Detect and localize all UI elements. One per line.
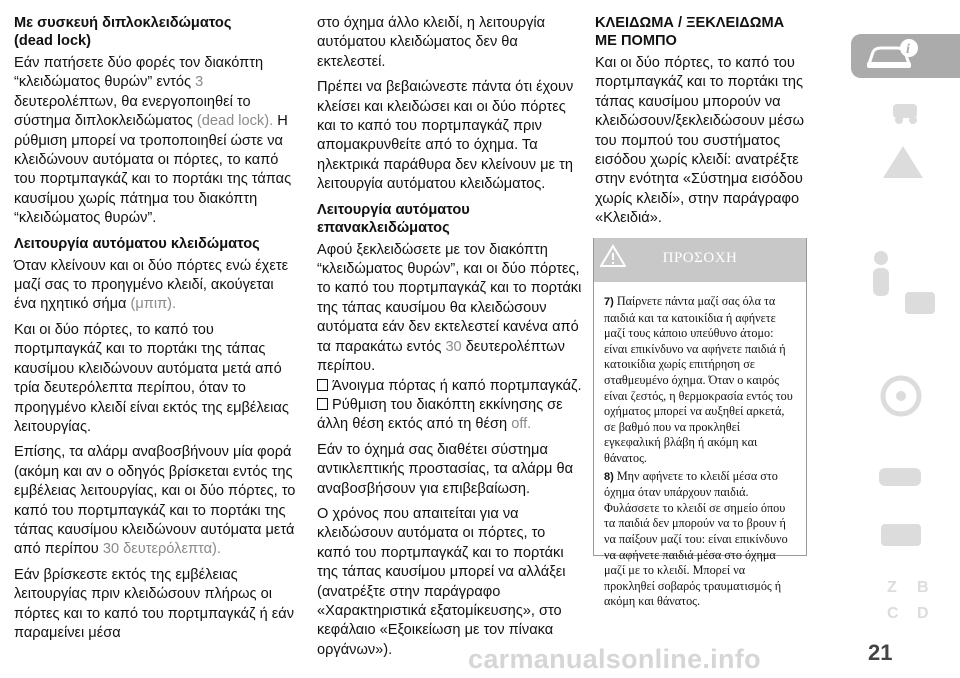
svg-text:B: B [917, 579, 929, 596]
watermark: carmanualsonline.info [468, 644, 761, 674]
column-middle [317, 14, 582, 666]
paragraph: Επίσης, τα αλάρμ αναβοσβήνουν μία φορά (ακόμη και αν ο οδηγός βρίσκεται εντός της εμβέλειας λειτουργίας, και οι δύο πόρτες, το καπό του πορτμπαγκάζ και το πορτάκι της τάπας καυσίμου κλειδώνουν αυτόματα μετά από περίπου 30 δευτερόλεπτα). [14, 444, 296, 558]
column-left [14, 14, 296, 649]
section-heading-deadlock: Με συσκευή διπλοκλειδώματος (dead lock) [14, 15, 232, 49]
checklist-item: Ρύθμιση του διακόπτη εκκίνησης σε άλλη θέση εκτός από τη θέση off. [317, 396, 563, 433]
chapter-sidebar [851, 34, 960, 678]
warning-item: 7) Παίρνετε πάντα μαζί σας όλα τα παιδιά και τα κατοικίδια ή αφήνετε μαζί τους κάποιο υπεύθυνο άτομο: είναι επικίνδυνο να αφήνετε παιδιά ή κατοικίδια χωρίς επιτήρηση σε σταθμευμένο όχημα. Όταν ο καιρός είναι ζεστός, η θερμοκρασία εντός του οχήματος μπορεί να αυξηθεί αρκετά, σε βαθμό που να προκληθεί εγκεφαλική βλάβη ή ακόμη και θάνατος. [604, 294, 793, 465]
checkbox-bullet-icon [317, 379, 328, 391]
warning-box [593, 238, 807, 609]
svg-text:D: D [917, 605, 929, 622]
paragraph: Αφού ξεκλειδώσετε με τον διακόπτη “κλειδώματος θυρών”, και οι δύο πόρτες, το καπό του πορτμπαγκάζ και το πορτάκι της τάπας καυσίμου θα κλειδώσουν αυτόματα εάν δεν εκτελεστεί κανένα από τα παρακάτω εντός 30 δευτερολέπτων περίπου. [317, 241, 582, 375]
road-icon [877, 514, 927, 554]
warning-triangle-icon [881, 144, 925, 180]
paragraph: Εάν βρίσκεστε εκτός της εμβέλειας λειτουργίας πριν κλειδώσουν πλήρως οι πόρτες και το καπό του πορτμπαγκάζ ή εάν παραμείνει μέσα [14, 566, 295, 641]
paragraph: Εάν πατήσετε δύο φορές τον διακόπτη “κλειδώματος θυρών” εντός 3 δευτερολέπτων, θα ενεργοποιηθεί το σύστημα διπλοκλειδώματος (dead lock). Η ρύθμιση μπορεί να τροποποιηθεί ώστε να κλειδώνουν αυτόματα οι πόρτες, το καπό του πορτμπαγκάζ και το πορτάκι της τάπας καυσίμου χωρίς πάτημα του διακόπτη “κλειδώματος θυρών”. [14, 55, 292, 227]
engine-wrench-icon [901, 284, 941, 320]
section-heading-remote: ΚΛΕΙΔΩΜΑ / ΞΕΚΛΕΙΔΩΜΑ ΜΕ ΠΟΜΠΟ [595, 15, 785, 49]
page-number: 21 [868, 640, 893, 665]
paragraph: στο όχημα άλλο κλειδί, η λειτουργία αυτόματου κλειδώματος δεν θα εκτελεστεί. [317, 15, 546, 70]
checkbox-bullet-icon [317, 398, 328, 410]
svg-text:i: i [906, 42, 910, 57]
car-key-icon [885, 90, 925, 130]
checklist-item: Άνοιγμα πόρτας ή καπό πορτμπαγκάζ. [317, 377, 582, 396]
paragraph: Εάν το όχημά σας διαθέτει σύστημα αντικλεπτικής προστασίας, τα αλάρμ θα αναβοσβήσουν για επιβεβαίωση. [317, 441, 574, 497]
chapter-tab-active[interactable] [851, 34, 960, 78]
warning-item: 8) Μην αφήνετε το κλειδί μέσα στο όχημα όταν υπάρχουν παιδιά. Φυλάσσετε το κλειδί σε σημείο όπου τα παιδιά δεν μπορούν να το βρουν ή να παίξουν μαζί του: είναι επικίνδυνο να αφήνετε παιδιά μέσα στο όχημα μαζί με το κλειδί. Μπορεί να προκληθεί σοβαρός τραυματισμός ή ακόμη και θάνατος. [604, 468, 788, 609]
column-right [595, 14, 805, 235]
paragraph: Και οι δύο πόρτες, το καπό του πορτμπαγκάζ και το πορτάκι της τάπας καυσίμου κλειδώνουν αυτόματα μετά από τρία δευτερόλεπτα περίπου, όταν το προηγμένο κλειδί είναι εκτός της εμβέλειας λειτουργίας. [14, 321, 289, 435]
paragraph: Και οι δύο πόρτες, το καπό του πορτμπαγκάζ και το πορτάκι της τάπας καυσίμου μπορούν να κλειδώσουν/ξεκλειδώσουν μέσω του πομπού του συστήματος εισόδου χωρίς κλειδί: ανατρέξτε στην ενότητα «Σύστημα εισόδου χωρίς κλειδί», στην παράγραφο «Κλειδιά». [595, 55, 804, 227]
warning-header [594, 238, 806, 282]
paragraph: Πρέπει να βεβαιώνεστε πάντα ότι έχουν κλείσει και κλειδώσει και οι δύο πόρτες και το καπό του πορτμπαγκάζ πριν απομακρυνθείτε από το όχημα. Τα ηλεκτρικά παράθυρα δεν κλείνουν με τη λειτουργία αυτόματου κλειδώματος. [317, 79, 574, 193]
car-info-icon [863, 38, 919, 74]
car-wrench-icon [873, 454, 929, 494]
paragraph: Όταν κλείνουν και οι δύο πόρτες ενώ έχετε μαζί σας το προηγμένο κλειδί, ακούγεται ένα ηχητικό σήμα (μπιπ). [14, 257, 289, 313]
svg-text:C: C [887, 605, 899, 622]
svg-text:Z: Z [887, 579, 897, 596]
steering-wheel-icon [879, 374, 923, 418]
airbag-person-icon [861, 248, 901, 304]
index-letters-icon [883, 574, 943, 622]
warning-title: ΠΡΟΣΟΧΗ [662, 250, 738, 266]
warning-body [594, 282, 806, 610]
paragraph: Ο χρόνος που απαιτείται για να κλειδώσουν αυτόματα οι πόρτες, το καπό του πορτμπαγκάζ και το πορτάκι της τάπας καυσίμου μπορεί να αλλάξει (ανατρέξτε στην παράγραφο «Χαρακτηριστικά εξατομίκευσης», στο κεφάλαιο «Εξοικείωση με τον πίνακα οργάνων»). [317, 505, 566, 658]
section-heading-autolock: Λειτουργία αυτόματου κλειδώματος [14, 235, 260, 252]
section-heading-autorelock: Λειτουργία αυτόματου επανακλειδώματος [317, 201, 470, 236]
